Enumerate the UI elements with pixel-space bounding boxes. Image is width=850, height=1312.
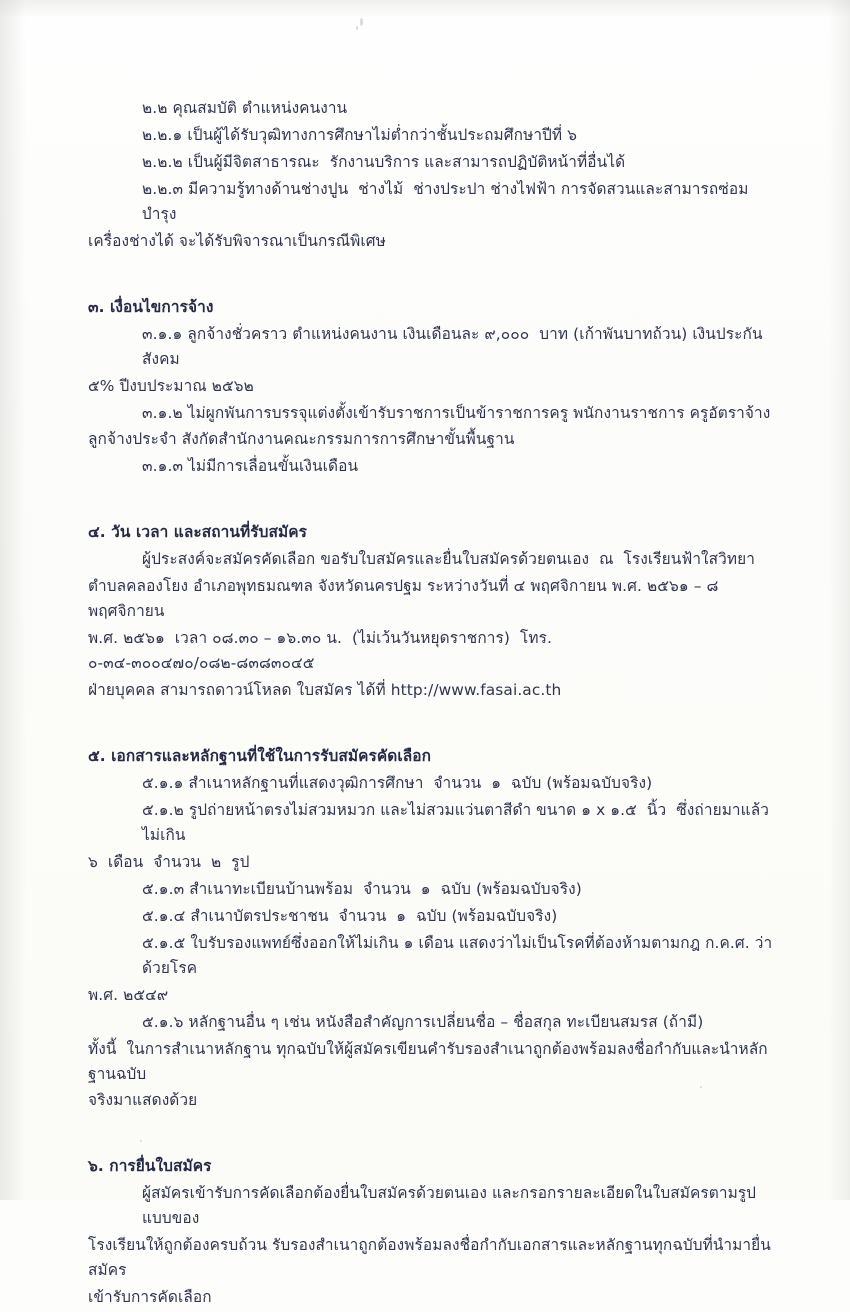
scan-speck [356, 26, 358, 30]
document-line: โรงเรียนให้ถูกต้องครบถ้วน รับรองสำเนาถูกต้องพร้อมลงชื่อกำกับเอกสารและหลักฐานทุกฉบับที่นำมายื่นสมัคร [88, 1236, 771, 1280]
section-heading: ๔. วัน เวลา และสถานที่รับสมัคร [88, 523, 307, 542]
document-line: ๒.๒.๓ มีความรู้ทางด้านช่างปูน ช่างไม้ ช่างประปา ช่างไฟฟ้า การจัดสวนและสามารถซ่อมบำรุง [142, 179, 749, 223]
document-section-required-documents [88, 744, 776, 1113]
document-line: พ.ศ. ๒๕๖๑ เวลา ๐๘.๓๐ – ๑๖.๓๐ น. (ไม่เว้นวันหยุดราชการ) โทร. ๐-๓๔-๓๐๐๔๗๐/๐๘๒-๘๓๘๓๐๔๕ [88, 629, 557, 673]
document-section-application-date-place [88, 520, 776, 703]
document-line: ๓.๑.๑ ลูกจ้างชั่วคราว ตำแหน่งคนงาน เงินเดือนละ ๙,๐๐๐ บาท (เก้าพันบาทถ้วน) เงินประกันสังคม [142, 324, 763, 368]
document-line: ๕.๑.๑ สำเนาหลักฐานที่แสดงวุฒิการศึกษา จำนวน ๑ ฉบับ (พร้อมฉบับจริง) [142, 774, 653, 793]
document-line: ๒.๒.๒ เป็นผู้มีจิตสาธารณะ รักงานบริการ และสามารถปฏิบัติหน้าที่อื่นได้ [142, 152, 626, 171]
document-section-employment-conditions [88, 295, 776, 480]
section-heading: ๓. เงื่อนไขการจ้าง [88, 297, 214, 316]
document-line: ๕.๑.๖ หลักฐานอื่น ๆ เช่น หนังสือสำคัญการเปลี่ยนชื่อ – ชื่อสกุล ทะเบียนสมรส (ถ้ามี) [142, 1012, 704, 1031]
document-line: ๕.๑.๔ สำเนาบัตรประชาชน จำนวน ๑ ฉบับ (พร้อมฉบับจริง) [142, 906, 558, 925]
document-line: ๕.๑.๕ ใบรับรองแพทย์ซึ่งออกให้ไม่เกิน ๑ เดือน แสดงว่าไม่เป็นโรคที่ต้องห้ามตามกฎ ก.ค.ศ. ว่าด้วยโรค [142, 933, 773, 977]
document-line: ผู้สมัครเข้ารับการคัดเลือกต้องยื่นใบสมัครด้วยตนเอง และกรอกรายละเอียดในใบสมัครตามรูปแบบของ [142, 1184, 757, 1228]
scan-edge-shadow-right [828, 0, 850, 1200]
document-line: ๒.๒.๑ เป็นผู้ได้รับวุฒิทางการศึกษาไม่ต่ำกว่าชั้นประถมศึกษาปีที่ ๖ [142, 125, 578, 144]
section-heading: ๕. เอกสารและหลักฐานที่ใช้ในการรับสมัครคัดเลือก [88, 747, 431, 766]
document-line: ตำบลคลองโยง อำเภอพุทธมณฑล จังหวัดนครปฐม ระหว่างวันที่ ๔ พฤศจิกายน พ.ศ. ๒๕๖๑ – ๘ พฤศจิกายน [88, 577, 724, 621]
document-line: ๕.๑.๓ สำเนาทะเบียนบ้านพร้อม จำนวน ๑ ฉบับ (พร้อมฉบับจริง) [142, 879, 582, 898]
section-spacer [88, 1115, 776, 1132]
document-line: พ.ศ. ๒๕๔๙ [88, 985, 169, 1004]
document-line: ทั้งนี้ ในการสำเนาหลักฐาน ทุกฉบับให้ผู้สมัครเขียนคำรับรองสำเนาถูกต้องพร้อมลงชื่อกำกับและนำหลักฐานฉบับ [88, 1039, 768, 1083]
scan-speck [360, 18, 363, 26]
document-line: ๕.๑.๒ รูปถ่ายหน้าตรงไม่สวมหมวก และไม่สวมแว่นตาสีดำ ขนาด ๑ x ๑.๕ นิ้ว ซึ่งถ่ายมาแล้วไม่เกิน [142, 800, 769, 844]
document-line: เครื่องช่างได้ จะได้รับพิจารณาเป็นกรณีพิเศษ [88, 231, 386, 250]
section-heading: ๒.๒ คุณสมบัติ ตำแหน่งคนงาน [142, 99, 348, 117]
document-section-qualifications [88, 96, 776, 254]
document-body [88, 96, 776, 1312]
scan-edge-shadow-left [0, 0, 26, 1200]
section-spacer [88, 256, 776, 273]
section-heading: ๖. การยื่นใบสมัคร [88, 1157, 212, 1176]
section-spacer [88, 481, 776, 498]
section-spacer [88, 705, 776, 722]
document-section-submission [88, 1154, 776, 1310]
document-line: ๖ เดือน จำนวน ๒ รูป [88, 852, 250, 871]
document-line: เข้ารับการคัดเลือก [88, 1288, 212, 1307]
document-line: ๓.๑.๒ ไม่ผูกพันการบรรจุแต่งตั้งเข้ารับราชการเป็นข้าราชการครู พนักงานราชการ ครูอัตราจ้าง [142, 403, 771, 422]
scan-edge-shadow-top [0, 0, 850, 18]
document-line: ผู้ประสงค์จะสมัครคัดเลือก ขอรับใบสมัครและยื่นใบสมัครด้วยตนเอง ณ โรงเรียนฟ้าใสวิทยา [142, 550, 756, 569]
document-line: ๕% ปีงบประมาณ ๒๕๖๒ [88, 376, 254, 395]
document-line: ลูกจ้างประจำ สังกัดสำนักงานคณะกรรมการการศึกษาขั้นพื้นฐาน [88, 430, 515, 449]
document-line: ๓.๑.๓ ไม่มีการเลื่อนขั้นเงินเดือน [142, 457, 359, 476]
document-line: จริงมาแสดงด้วย [88, 1091, 198, 1110]
document-line-with-url[interactable]: ฝ่ายบุคคล สามารถดาวน์โหลด ใบสมัคร ได้ที่ http://www.fasai.ac.th [88, 681, 562, 700]
